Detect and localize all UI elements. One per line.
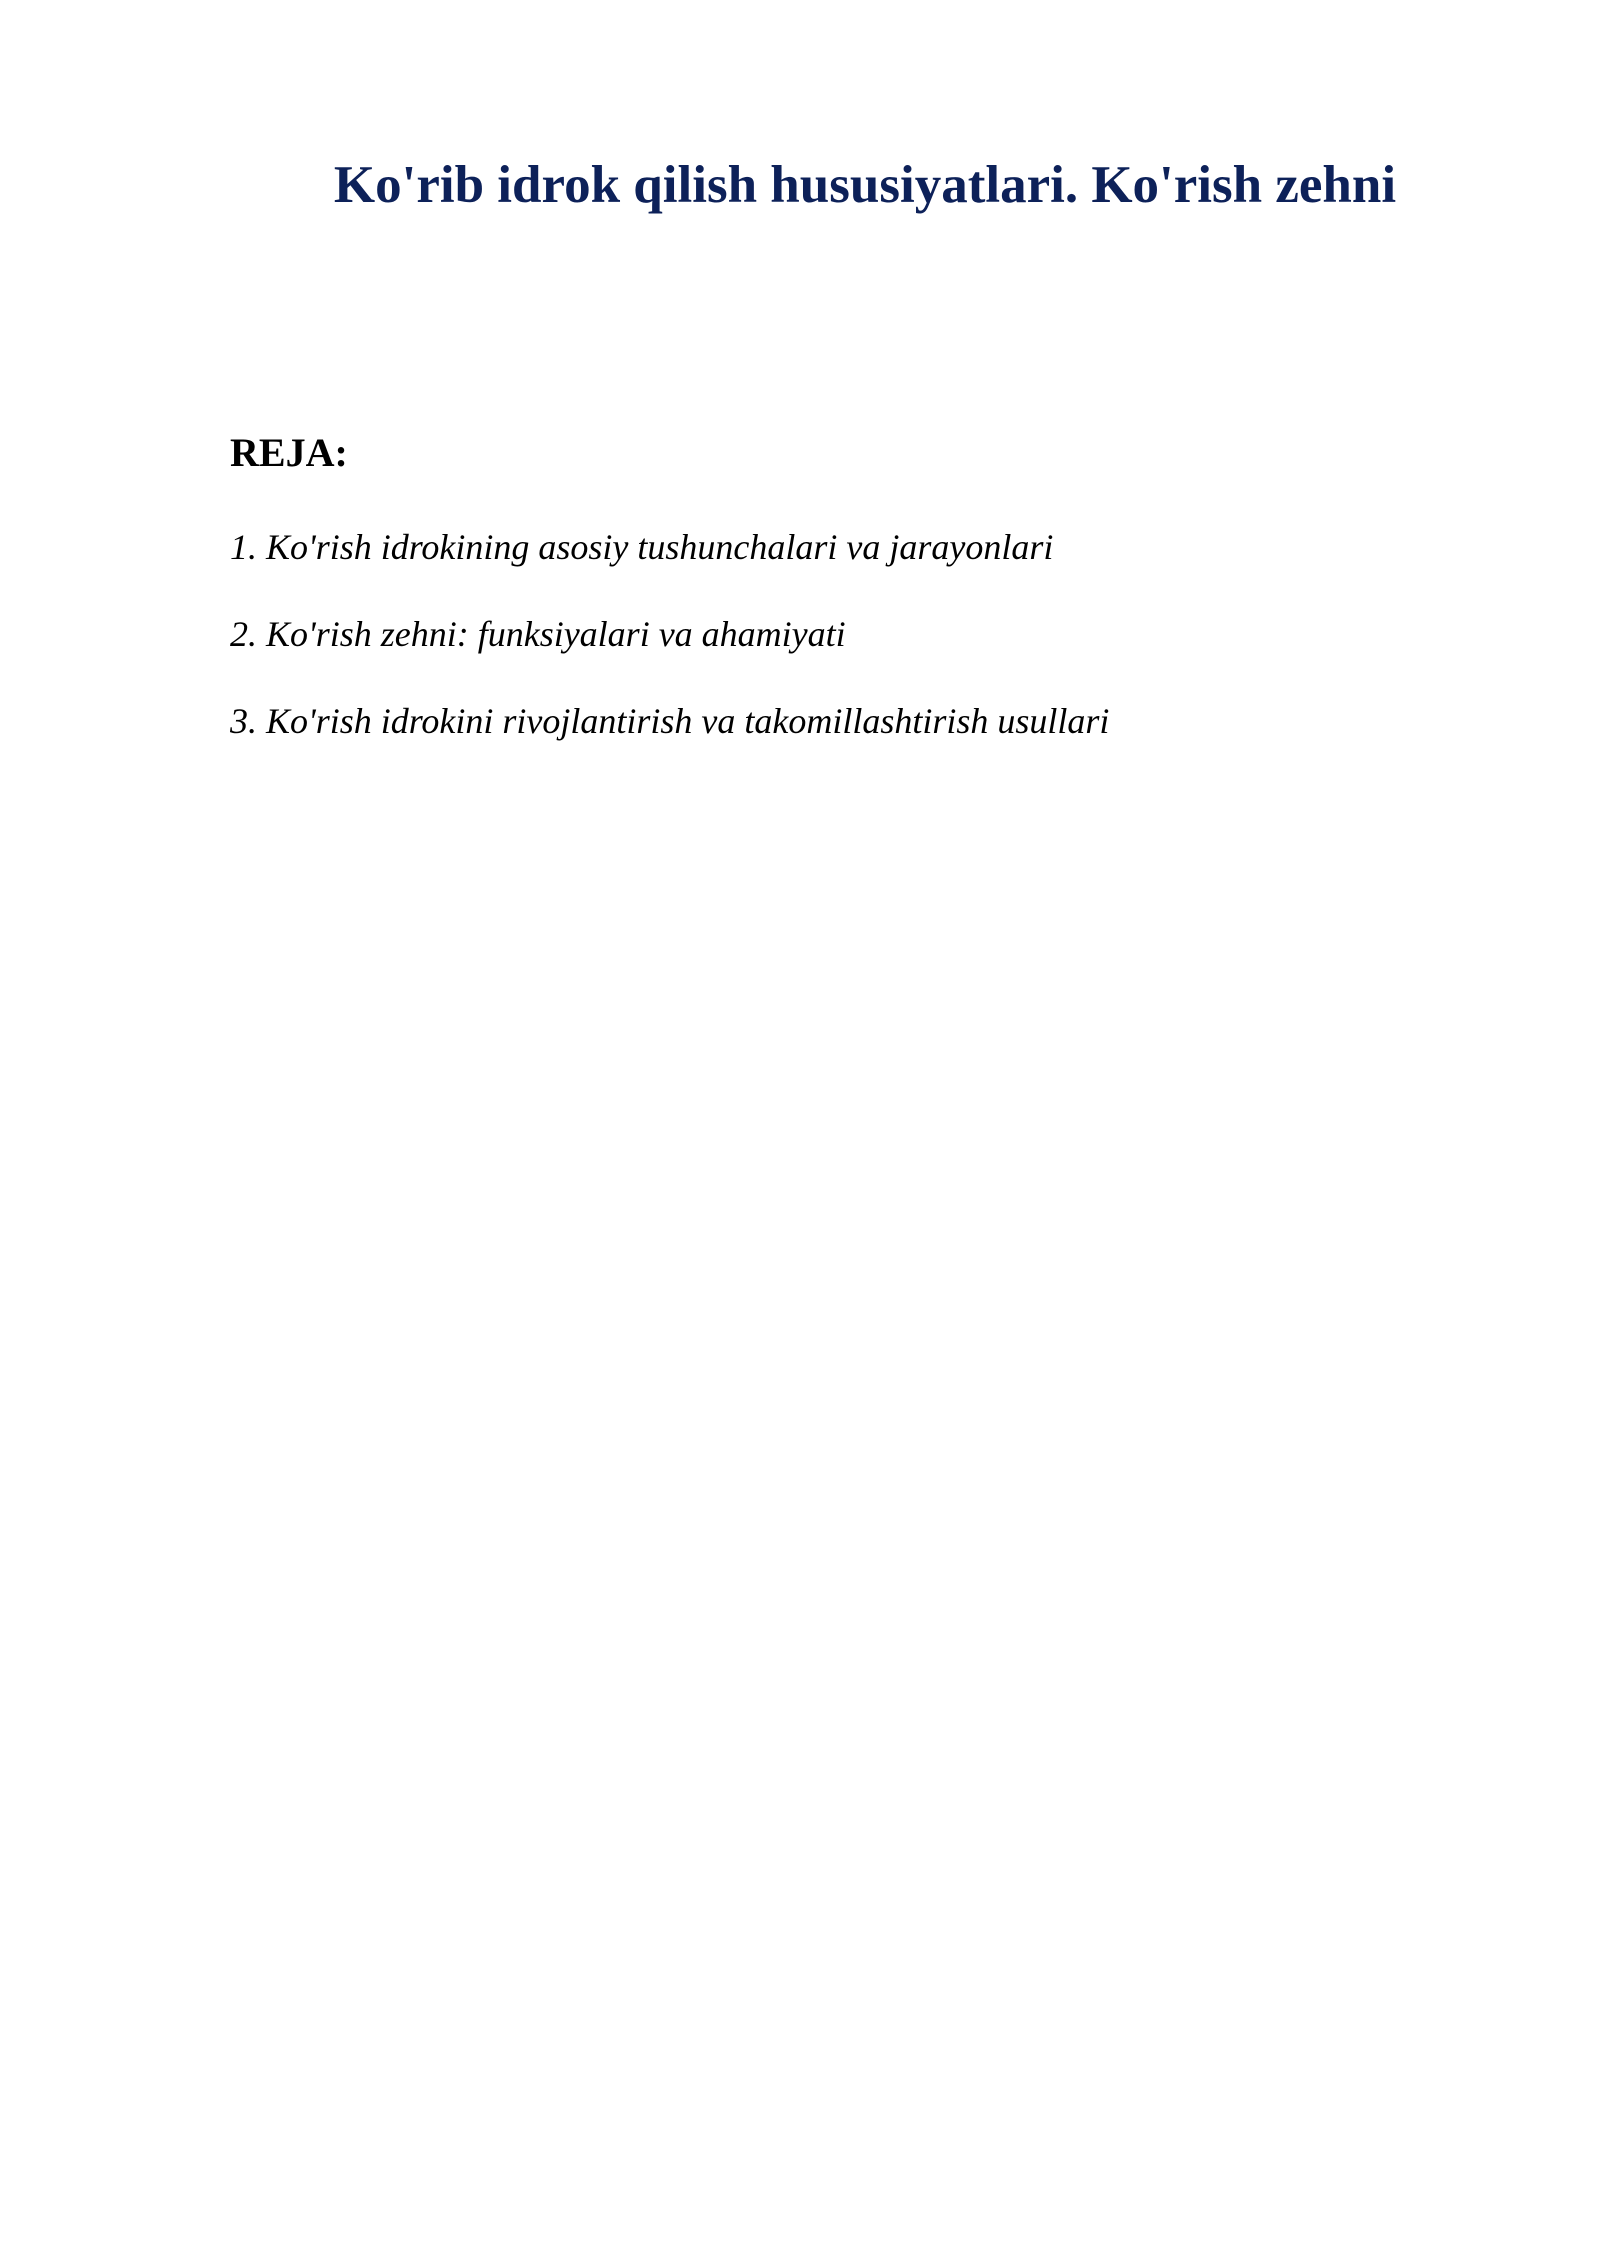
plan-list bbox=[230, 524, 1109, 785]
document-title: Ko'rib idrok qilish hususiyatlari. Ko'rish zehni bbox=[333, 156, 1397, 214]
plan-item-2: 2. Ko'rish zehni: funksiyalari va ahamiyati bbox=[230, 614, 846, 654]
plan-item-1: 1. Ko'rish idrokining asosiy tushunchalari va jarayonlari bbox=[230, 527, 1054, 567]
plan-item-3: 3. Ko'rish idrokini rivojlantirish va takomillashtirish usullari bbox=[230, 701, 1110, 741]
plan-heading: REJA: bbox=[230, 430, 348, 475]
